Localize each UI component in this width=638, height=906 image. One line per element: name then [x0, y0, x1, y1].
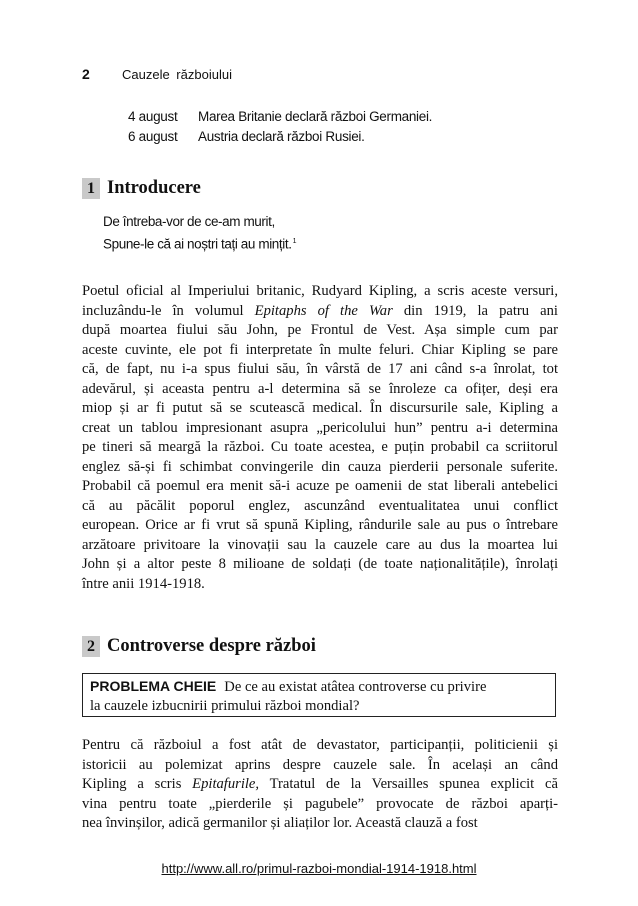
- chronology-list: [128, 107, 432, 147]
- key-problem-box: [82, 673, 556, 717]
- paragraph-line: creat un tablou impresionant asupra „pericolului hun” pentru a-i determina: [82, 419, 558, 436]
- paragraph-line: după moartea fiului său John, pe Frontul de Vest. Așa simple cum par: [82, 322, 558, 338]
- paragraph-line: între anii 1914-1918.: [82, 575, 205, 592]
- paragraph-line: John și a altor peste 8 milioane de soldați (de toate naționalitățile), înrolați: [82, 556, 558, 572]
- paragraph-line: Pentru că războiul a fost atât de devastator, participanții, politicienii și: [82, 737, 558, 753]
- section-heading-introducere: [82, 178, 201, 199]
- paragraph-line: european. Orice ar fi vrut să spună Kipling, rândurile sale au pus o întrebare: [82, 517, 558, 533]
- paragraph-line: că, de fapt, nu i-a spus fiului său, în vârstă de 17 ani când s-a înrolat, tot: [82, 361, 558, 377]
- page-number: 2: [82, 66, 90, 82]
- verse-quote: [103, 212, 296, 252]
- chronology-item: [128, 127, 432, 147]
- paragraph-line: Kipling a scris Epitafurile, Tratatul de la Versailles spunea explicit că: [82, 776, 558, 792]
- key-problem-line: [90, 677, 549, 697]
- section-number: 1: [82, 178, 100, 199]
- controversy-paragraph: [82, 736, 558, 834]
- verse-line: [103, 232, 296, 252]
- verse-line-text: Spune-le că ai noștri tați au mințit.: [103, 236, 292, 252]
- paragraph-line: adevărul, și aceasta pentru a-l determina să se înroleze ca ofițer, deși era: [82, 380, 558, 397]
- chronology-date: 6 august: [128, 129, 178, 144]
- chronology-item: [128, 107, 432, 127]
- italic-title: Epitaphs of the War: [254, 302, 393, 319]
- paragraph-line: aceste cuvinte, ele pot fi interpretate în multe feluri. Chiar Kipling se pare: [82, 341, 558, 358]
- running-title: Cauzele războiului: [122, 67, 232, 82]
- paragraph-line: că au păcălit poporul englez, ascunzând eventualitatea unui conflict: [82, 497, 558, 514]
- paragraph-line: englez să-și fi schimbat convingerile din cauza pierderii personale suferite.: [82, 458, 558, 475]
- paragraph-line: arzătoare privitoare la vinovații sau la cauzele care au dus la moartea lui: [82, 536, 558, 553]
- chronology-date: 4 august: [128, 109, 178, 124]
- section-heading-controverse: [82, 636, 316, 657]
- verse-line: De întreba-vor de ce-am murit,: [103, 214, 275, 229]
- paragraph-line: incluzându-le în volumul Epitaphs of the War din 1919, la patru ani: [82, 302, 558, 319]
- section-title: Introducere: [107, 178, 201, 198]
- paragraph-line: miop și ar fi putut să se scutească medical. În discursurile sale, Kipling a: [82, 400, 558, 416]
- chronology-event: Austria declară război Rusiei.: [198, 129, 365, 144]
- section-title: Controverse despre război: [107, 636, 316, 656]
- paragraph-line: vina pentru toate „pierderile și pagubele” provocate de război aparți-: [82, 795, 558, 812]
- paragraph-line: nea învinșilor, adică germanilor și aliaților lor. Această clauză a fost: [82, 815, 478, 831]
- paragraph-line: pe tineri să meargă la război. Cu toate acestea, e puțin probabil ca scriitorul: [82, 439, 558, 455]
- paragraph-line: Probabil că poemul era menit să-i acuze pe oamenii de stat liberali antebelici: [82, 478, 558, 494]
- intro-paragraph: [82, 282, 558, 594]
- key-problem-text: De ce au existat atâtea controverse cu privire: [224, 679, 487, 695]
- italic-title: Epitafurile,: [192, 776, 260, 792]
- key-problem-label: PROBLEMA CHEIE: [90, 678, 217, 694]
- paragraph-line: istoricii au polemizat aprins despre cauzele sale. În același an când: [82, 756, 558, 773]
- section-number: 2: [82, 636, 100, 657]
- paragraph-line: Poetul oficial al Imperiului britanic, Rudyard Kipling, a scris aceste versuri,: [82, 283, 558, 299]
- key-problem-line: la cauzele izbucnirii primului război mondial?: [90, 698, 360, 714]
- footnote-marker: 1: [292, 238, 297, 245]
- footer-link[interactable]: http://www.all.ro/primul-razboi-mondial-1914-1918.html: [161, 861, 477, 876]
- chronology-event: Marea Britanie declară război Germaniei.: [198, 109, 433, 124]
